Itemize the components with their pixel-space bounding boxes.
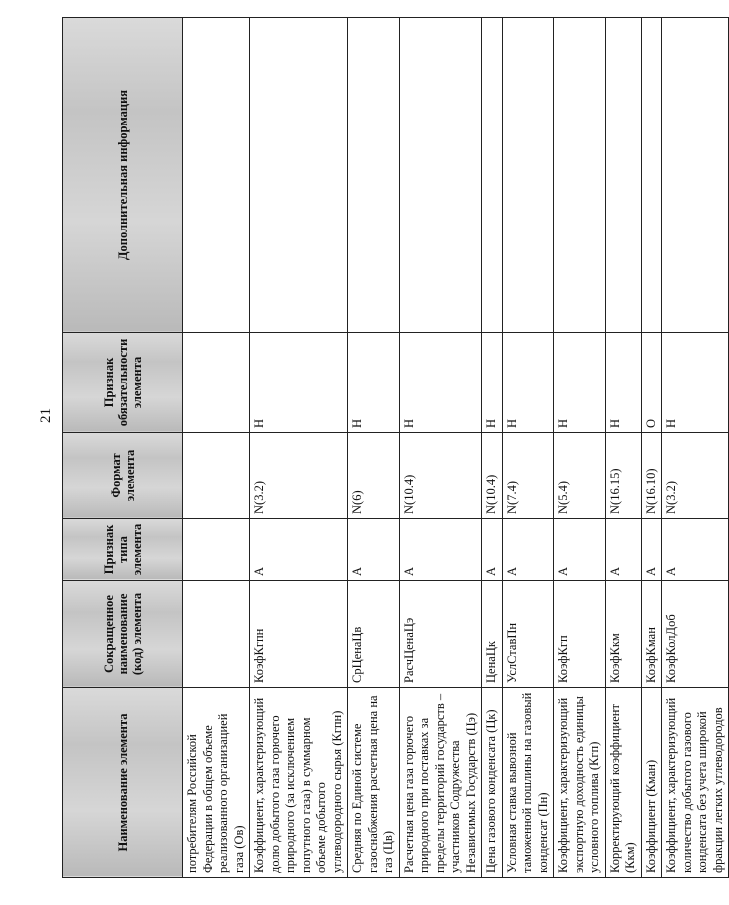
cell-format: N(10.4) bbox=[482, 433, 503, 519]
cell-type bbox=[183, 519, 250, 581]
cell-mandatory bbox=[183, 333, 250, 433]
cell-additional bbox=[183, 18, 250, 333]
cell-name: Коэффициент (Кман) bbox=[641, 688, 662, 878]
cell-mandatory: Н bbox=[399, 333, 482, 433]
cell-format: N(16.10) bbox=[641, 433, 662, 519]
cell-name: Коэффициент, характеризующий экспортную доходность единицы условного топлива (Кгп) bbox=[554, 688, 606, 878]
cell-code: ЦенаЦк bbox=[482, 581, 503, 688]
cell-mandatory: Н bbox=[482, 333, 503, 433]
cell-mandatory: Н bbox=[554, 333, 606, 433]
cell-name: потребителям Российской Федерации в общем объеме реализованного организацией газа (Ов) bbox=[183, 688, 250, 878]
cell-type: А bbox=[482, 519, 503, 581]
cell-additional bbox=[399, 18, 482, 333]
cell-additional bbox=[605, 18, 641, 333]
cell-type: А bbox=[348, 519, 400, 581]
cell-format: N(6) bbox=[348, 433, 400, 519]
cell-code: РасчЦенаЦэ bbox=[399, 581, 482, 688]
cell-additional bbox=[502, 18, 554, 333]
cell-type: А bbox=[554, 519, 606, 581]
table-row bbox=[183, 18, 250, 878]
cell-code: КоэфКгпн bbox=[250, 581, 348, 688]
table-row bbox=[641, 18, 662, 878]
table-row bbox=[662, 18, 729, 878]
cell-type: А bbox=[502, 519, 554, 581]
cell-code: КоэфКгп bbox=[554, 581, 606, 688]
cell-name: Цена газового конденсата (Цк) bbox=[482, 688, 503, 878]
header-element-mandatory: Признак обязательности элемента bbox=[63, 333, 183, 433]
table-row bbox=[399, 18, 482, 878]
cell-name: Корректирующий коэффициент (Ккм) bbox=[605, 688, 641, 878]
cell-mandatory: О bbox=[641, 333, 662, 433]
page-number: 21 bbox=[38, 408, 54, 423]
cell-name: Условная ставка вывозной таможенной пошлины на газовый конденсат (Пн) bbox=[502, 688, 554, 878]
header-element-format: Формат элемента bbox=[63, 433, 183, 519]
cell-mandatory: Н bbox=[502, 333, 554, 433]
cell-format: N(5.4) bbox=[554, 433, 606, 519]
table-row bbox=[502, 18, 554, 878]
cell-format: N(7.4) bbox=[502, 433, 554, 519]
table-header-row bbox=[63, 18, 183, 878]
header-element-name: Наименование элемента bbox=[63, 688, 183, 878]
cell-format: N(10.4) bbox=[399, 433, 482, 519]
cell-name: Коэффициент, характеризующий долю добытого газа горючего природного (за исключением попутного газа) в суммарном объеме добытого углеводородного сырья (Кгпн) bbox=[250, 688, 348, 878]
cell-format: N(3.2) bbox=[250, 433, 348, 519]
cell-code: УслСтавПн bbox=[502, 581, 554, 688]
cell-type: А bbox=[641, 519, 662, 581]
table-row bbox=[554, 18, 606, 878]
cell-mandatory: Н bbox=[348, 333, 400, 433]
cell-code: КоэфКолДоб bbox=[662, 581, 729, 688]
cell-additional bbox=[641, 18, 662, 333]
cell-mandatory: Н bbox=[662, 333, 729, 433]
cell-code bbox=[183, 581, 250, 688]
cell-name: Коэффициент, характеризующий количество добытого газового конденсата без учета широкой фракции легких углеводородов bbox=[662, 688, 729, 878]
cell-additional bbox=[554, 18, 606, 333]
cell-code: КоэфКман bbox=[641, 581, 662, 688]
table-row bbox=[482, 18, 503, 878]
header-element-code: Сокращенное наименование (код) элемента bbox=[63, 581, 183, 688]
cell-type: А bbox=[399, 519, 482, 581]
cell-additional bbox=[482, 18, 503, 333]
cell-additional bbox=[348, 18, 400, 333]
elements-table bbox=[62, 17, 729, 878]
header-additional-info: Дополнительная информация bbox=[63, 18, 183, 333]
cell-mandatory: Н bbox=[250, 333, 348, 433]
cell-code: КоэфКкм bbox=[605, 581, 641, 688]
cell-type: А bbox=[662, 519, 729, 581]
rotated-table-wrapper bbox=[62, 18, 725, 878]
cell-name: Расчетная цена газа горючего природного при поставках за пределы территорий государств – участников Содружества Независимых Государств (Цэ) bbox=[399, 688, 482, 878]
cell-format: N(3.2) bbox=[662, 433, 729, 519]
table-row bbox=[348, 18, 400, 878]
cell-name: Средняя по Единой системе газоснабжения расчетная цена на газ (Цв) bbox=[348, 688, 400, 878]
cell-code: СрЦенаЦв bbox=[348, 581, 400, 688]
header-element-type: Признак типа элемента bbox=[63, 519, 183, 581]
cell-additional bbox=[250, 18, 348, 333]
cell-additional bbox=[662, 18, 729, 333]
cell-format bbox=[183, 433, 250, 519]
table-row bbox=[605, 18, 641, 878]
table-row bbox=[250, 18, 348, 878]
cell-type: А bbox=[250, 519, 348, 581]
cell-mandatory: Н bbox=[605, 333, 641, 433]
cell-type: А bbox=[605, 519, 641, 581]
cell-format: N(16.15) bbox=[605, 433, 641, 519]
